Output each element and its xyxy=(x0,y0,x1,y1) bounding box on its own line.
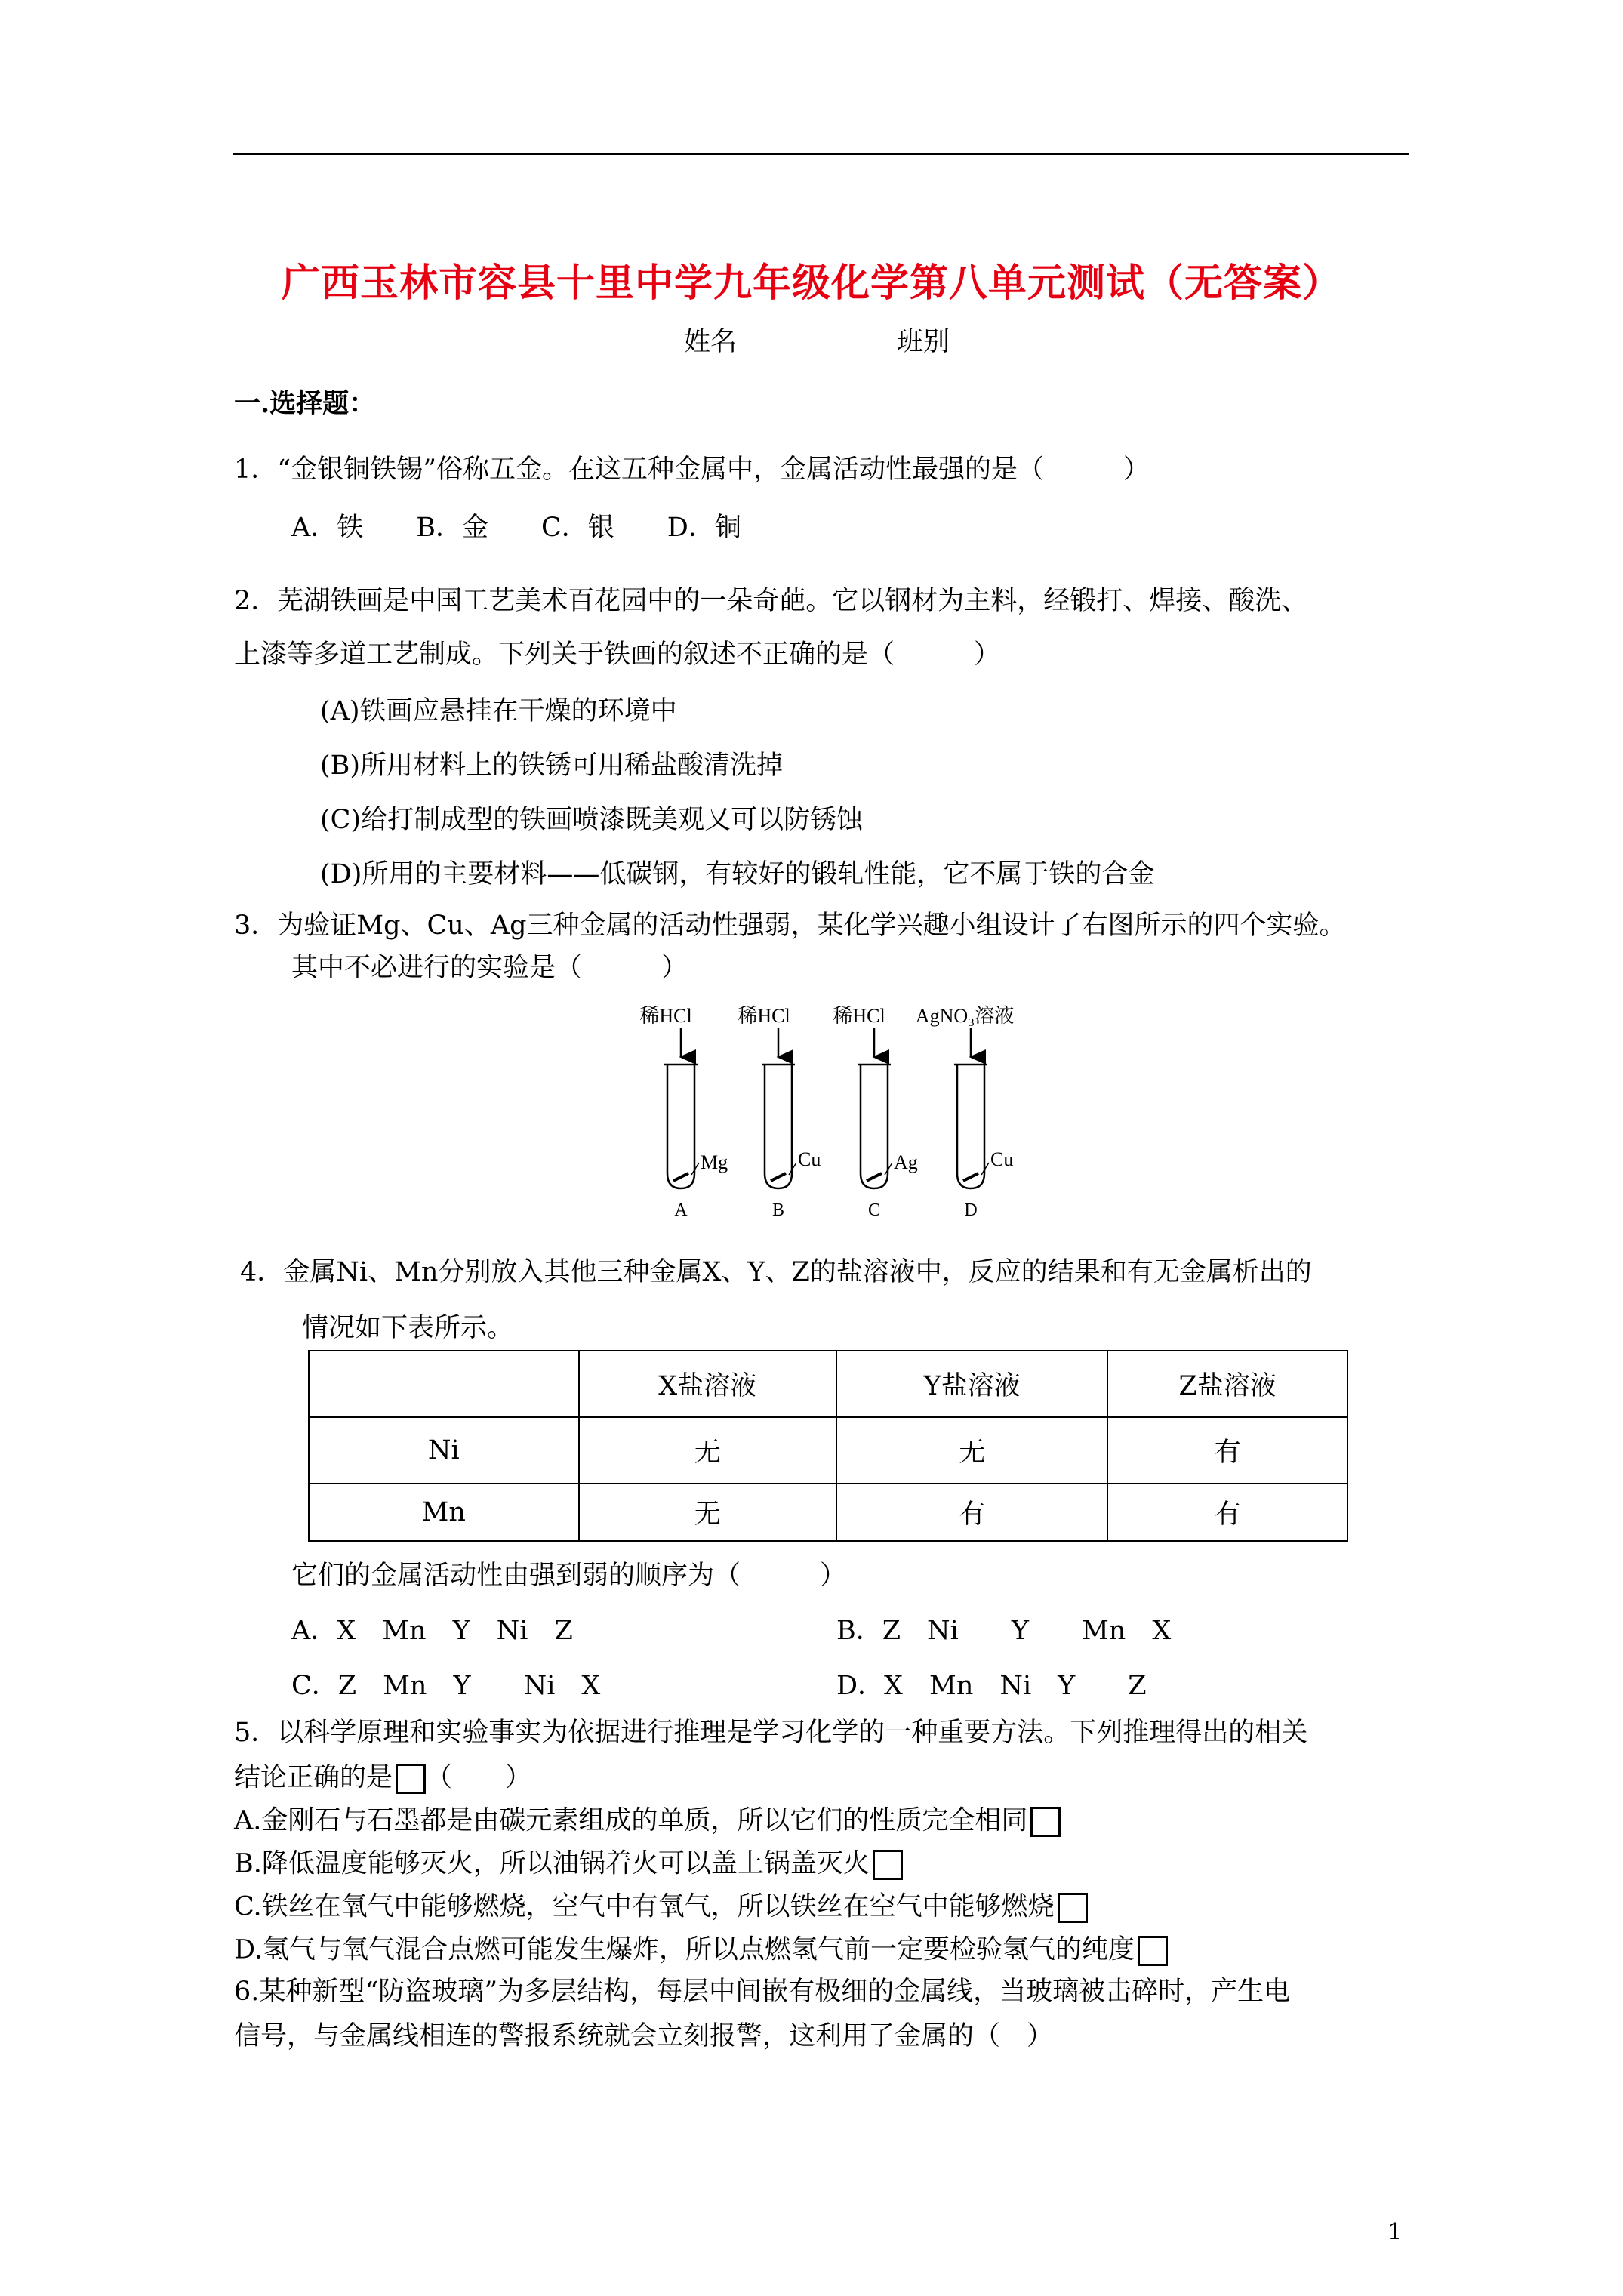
question-5-option-b xyxy=(234,1850,903,1880)
header-rule xyxy=(233,153,1409,155)
question-4-line-1: 4．金属Ni、Mn分别放入其他三种金属X、Y、Z的盐溶液中，反应的结果和有无金属析出的 xyxy=(240,1257,1312,1287)
question-4-line-2: 情况如下表所示。 xyxy=(302,1313,514,1343)
table-header-cell: Z盐溶液 xyxy=(1107,1351,1347,1417)
table-row xyxy=(309,1484,1347,1541)
test-tube-b xyxy=(765,1065,792,1188)
question-5-option-c-text: C.铁丝在氧气中能够燃烧，空气中有氧气，所以铁丝在空气中能够燃烧 xyxy=(234,1891,1055,1922)
question-3-line-1: 3．为验证Mg、Cu、Ag三种金属的活动性强弱，某化学兴趣小组设计了右图所示的四个实验。 xyxy=(234,911,1346,941)
metal-label-b: Cu xyxy=(798,1148,821,1170)
reagent-label-b: 稀HCl xyxy=(738,1005,790,1027)
tube-letter-a: A xyxy=(674,1200,688,1220)
question-5-option-d xyxy=(234,1936,1168,1966)
question-5-option-a-text: A.金刚石与石墨都是由碳元素组成的单质，所以它们的性质完全相同 xyxy=(234,1805,1028,1836)
answer-box[interactable] xyxy=(396,1764,426,1794)
table-cell: Ni xyxy=(309,1417,579,1484)
table-header-cell: Y盐溶液 xyxy=(836,1351,1107,1417)
question-4-option-c: C．Z Mn Y Ni X xyxy=(291,1671,601,1701)
metal-piece-d xyxy=(963,1173,978,1181)
question-1-stem: 1．“金银铜铁锡”俗称五金。在这五种金属中，金属活动性最强的是（ ） xyxy=(234,455,1150,485)
results-table xyxy=(308,1350,1348,1542)
section-heading: 一.选择题： xyxy=(234,388,376,419)
question-2-option-d: (D)所用的主要材料——低碳钢，有较好的锻轧性能，它不属于铁的合金 xyxy=(320,859,1155,889)
question-5-line-2 xyxy=(234,1764,531,1794)
question-5-option-b-text: B.降低温度能够灭火，所以油锅着火可以盖上锅盖灭火 xyxy=(234,1848,870,1879)
metal-label-c: Ag xyxy=(894,1151,918,1173)
name-label: 姓名 xyxy=(684,327,738,357)
answer-box[interactable] xyxy=(1058,1893,1088,1923)
table-header-cell xyxy=(309,1351,579,1417)
question-5-option-d-text: D.氢气与氧气混合点燃可能发生爆炸，所以点燃氢气前一定要检验氢气的纯度 xyxy=(234,1934,1135,1965)
reagent-label-a: 稀HCl xyxy=(639,1005,692,1027)
question-2-option-b: (B)所用材料上的铁锈可用稀盐酸清洗掉 xyxy=(320,750,784,781)
table-cell: 无 xyxy=(579,1484,836,1541)
question-4-option-b: B．Z Ni Y Mn X xyxy=(836,1616,1172,1646)
metal-label-d: Cu xyxy=(990,1148,1014,1170)
table-cell: 有 xyxy=(1107,1484,1347,1541)
class-label: 班别 xyxy=(897,327,950,357)
metal-piece-b xyxy=(771,1173,786,1181)
tube-letter-d: D xyxy=(964,1200,978,1220)
table-cell: 无 xyxy=(836,1417,1107,1484)
table-header-row xyxy=(309,1351,1347,1417)
tube-letter-b: B xyxy=(771,1200,785,1220)
question-4-option-d: D．X Mn Ni Y Z xyxy=(836,1671,1147,1701)
metal-piece-c xyxy=(867,1173,882,1181)
answer-box[interactable] xyxy=(873,1850,903,1880)
metal-piece-a xyxy=(673,1173,688,1181)
question-5-line-2-text: 结论正确的是 xyxy=(234,1762,393,1793)
test-tube-c xyxy=(861,1065,888,1188)
question-2-line-1: 2．芜湖铁画是中国工艺美术百花园中的一朵奇葩。它以钢材为主料，经锻打、焊接、酸洗、 xyxy=(234,586,1308,616)
question-5-option-a xyxy=(234,1807,1061,1837)
question-2-line-2: 上漆等多道工艺制成。下列关于铁画的叙述不正确的是（ ） xyxy=(234,639,1001,670)
question-5-paren: （ ） xyxy=(426,1762,532,1793)
question-2-option-c: (C)给打制成型的铁画喷漆既美观又可以防锈蚀 xyxy=(320,805,864,835)
question-2-option-a: (A)铁画应悬挂在干燥的环境中 xyxy=(320,696,677,726)
document-title: 广西玉林市容县十里中学九年级化学第八单元测试（无答案） xyxy=(281,260,1341,306)
table-cell: 有 xyxy=(836,1484,1107,1541)
tube-letter-c: C xyxy=(867,1200,881,1220)
page-number: 1 xyxy=(1387,2219,1403,2245)
table-header-cell: X盐溶液 xyxy=(579,1351,836,1417)
question-6-line-2: 信号，与金属线相连的警报系统就会立刻报警，这利用了金属的（ ） xyxy=(234,2021,1054,2051)
test-tube-figure xyxy=(634,995,1042,1222)
reagent-label-c: 稀HCl xyxy=(833,1005,885,1027)
question-1-options: A．铁 B．金 C．银 D．铜 xyxy=(291,513,741,543)
reagent-label-d: AgNO₃溶液 xyxy=(915,1005,1015,1027)
question-3-line-2: 其中不必进行的实验是（ ） xyxy=(291,953,688,983)
test-tube-a xyxy=(667,1065,694,1188)
table-row xyxy=(309,1417,1347,1484)
test-tube-d xyxy=(957,1065,984,1188)
answer-box[interactable] xyxy=(1138,1936,1168,1966)
answer-box[interactable] xyxy=(1030,1807,1061,1837)
table-cell: Mn xyxy=(309,1484,579,1541)
table-cell: 有 xyxy=(1107,1417,1347,1484)
question-4-option-a: A．X Mn Y Ni Z xyxy=(291,1616,573,1646)
question-5-line-1: 5．以科学原理和实验事实为依据进行推理是学习化学的一种重要方法。下列推理得出的相关 xyxy=(234,1718,1308,1748)
metal-label-a: Mg xyxy=(701,1151,728,1173)
table-cell: 无 xyxy=(579,1417,836,1484)
question-5-option-c xyxy=(234,1893,1088,1923)
question-4-prompt: 它们的金属活动性由强到弱的顺序为（ ） xyxy=(291,1561,847,1591)
question-6-line-1: 6.某种新型“防盗玻璃”为多层结构，每层中间嵌有极细的金属线，当玻璃被击碎时，产生电 xyxy=(234,1977,1291,2007)
